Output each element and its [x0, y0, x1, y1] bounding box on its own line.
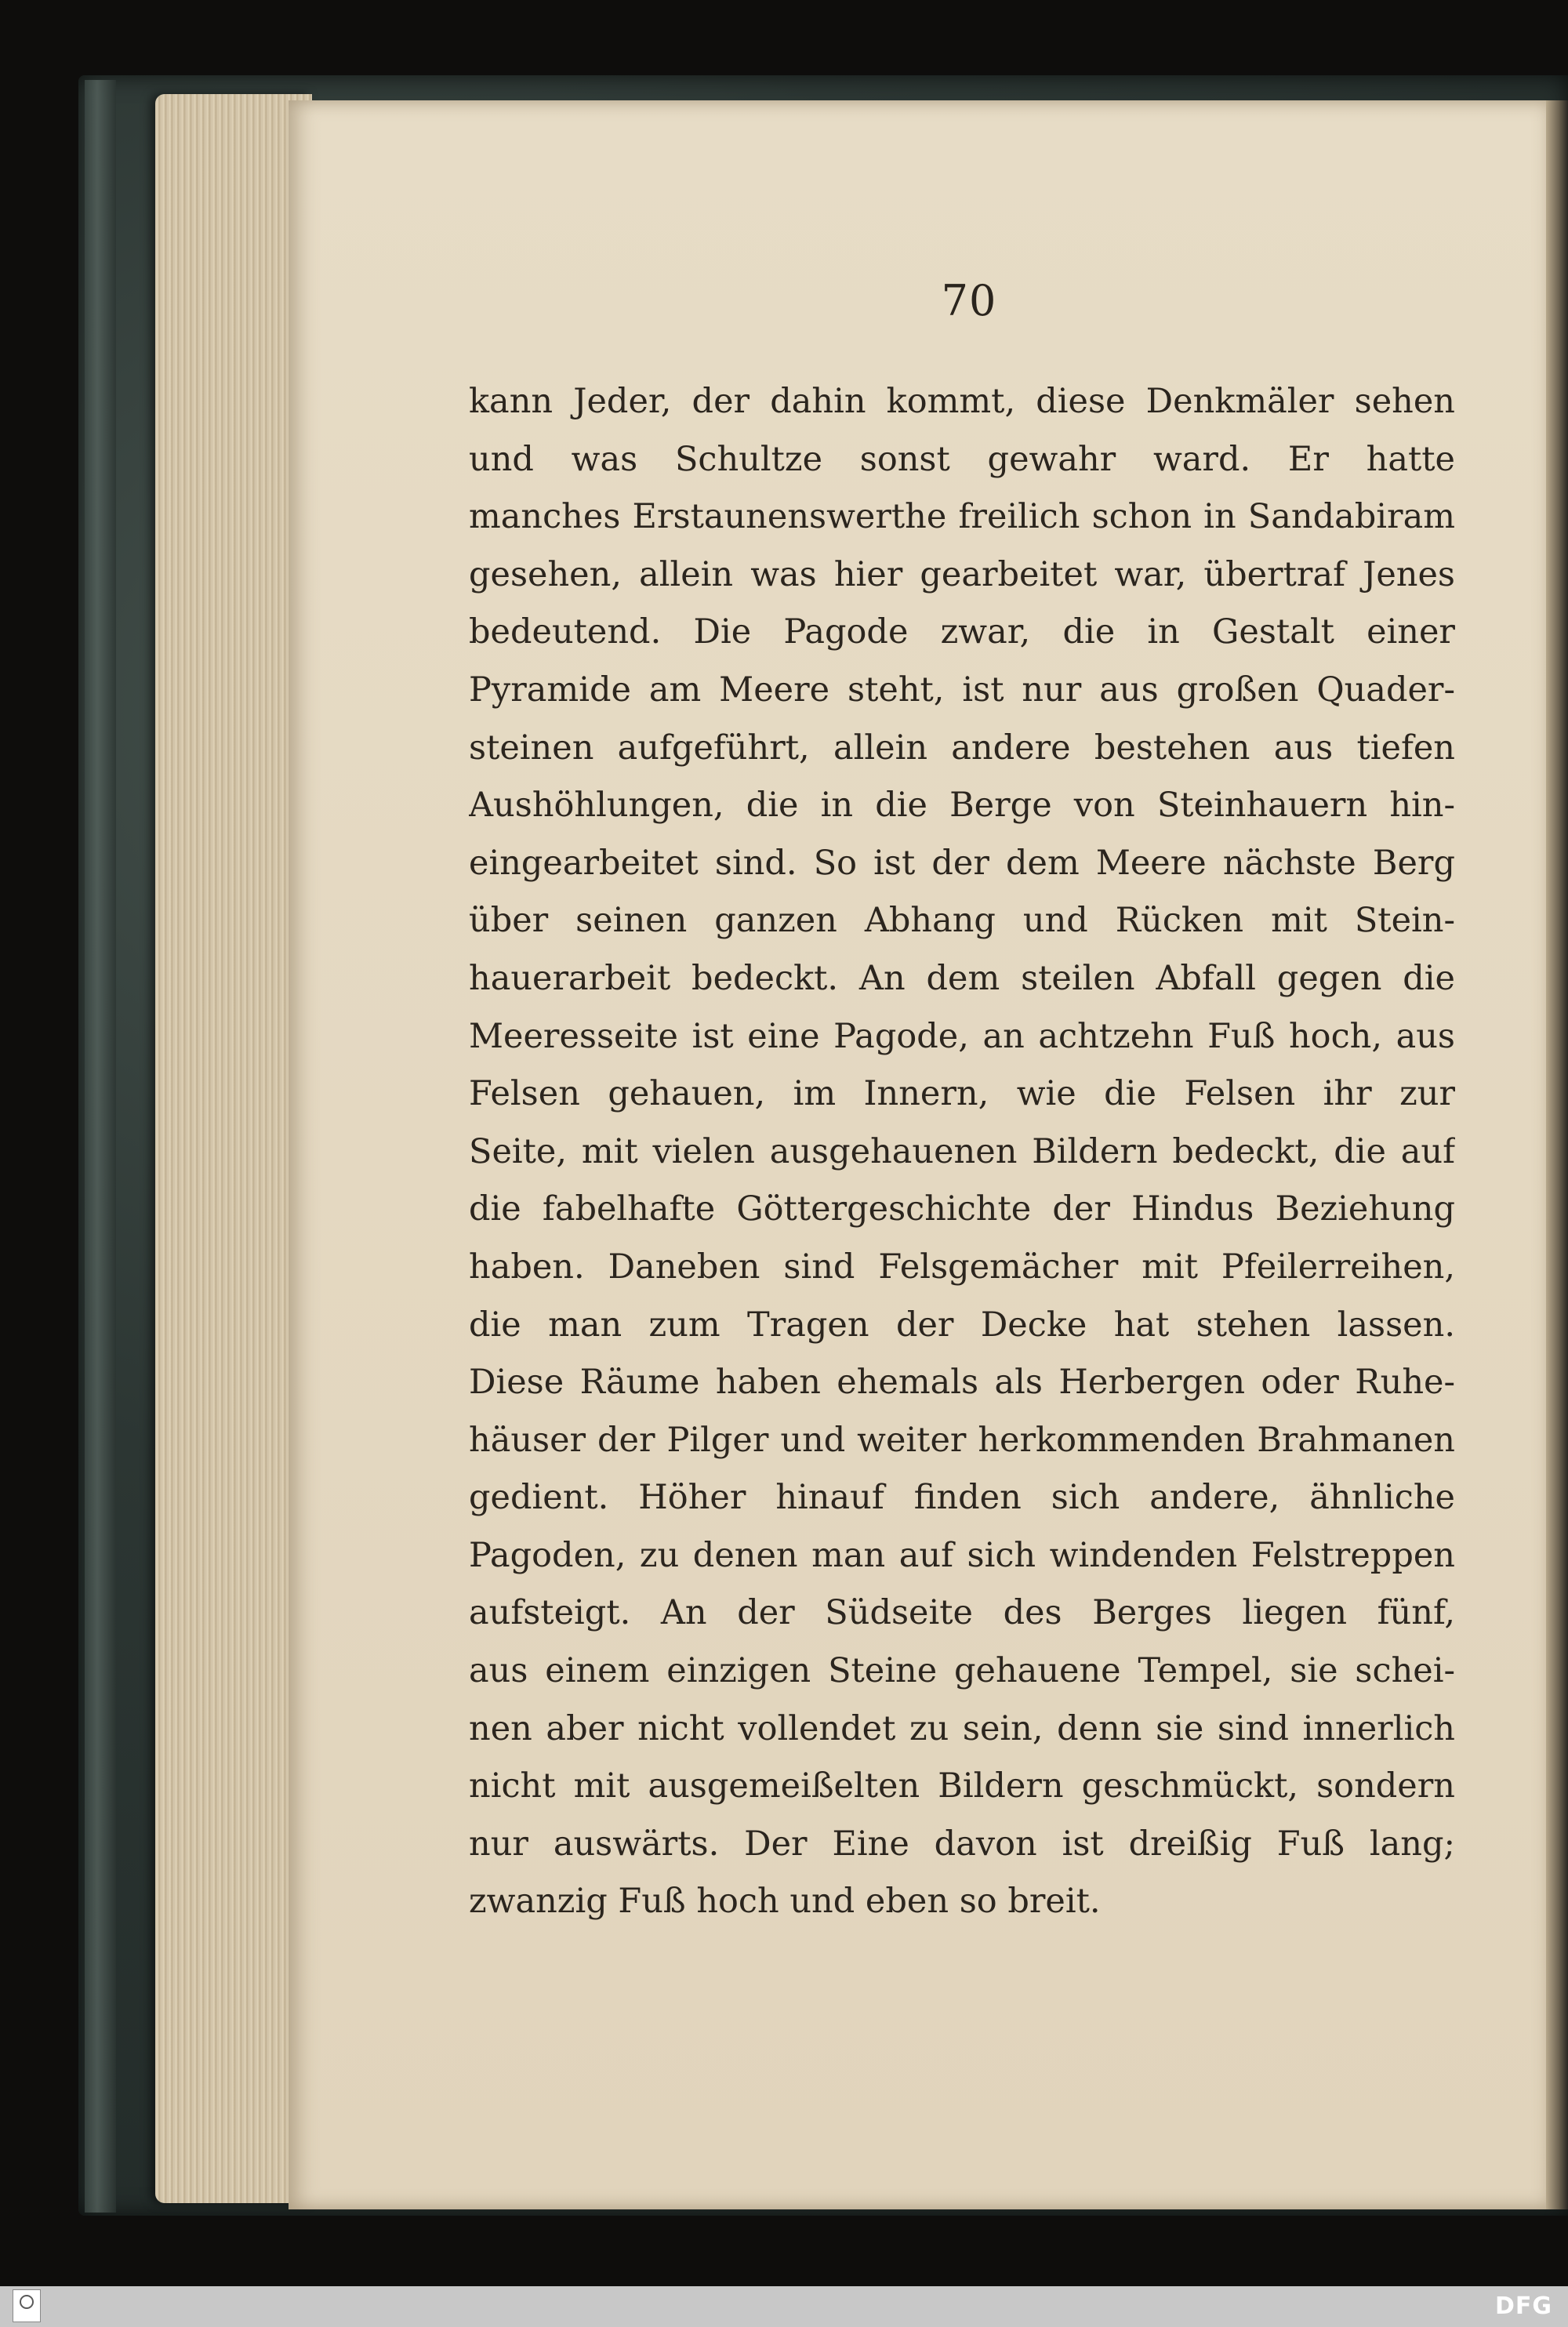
text-line: über seinen ganzen Abhang und Rücken mit Stein- — [469, 901, 1455, 941]
text-line: kann Jeder, der dahin kommt, diese Denkmäler sehen — [469, 382, 1455, 421]
text-line: haben. Daneben sind Felsgemächer mit Pfeilerreihen, — [469, 1247, 1455, 1287]
text-line: und was Schultze sonst gewahr ward. Er hatte — [469, 439, 1455, 479]
text-line: Pagoden, zu denen man auf sich windenden Felstreppen — [469, 1535, 1455, 1575]
text-line: häuser der Pilger und weiter herkommenden Brahmanen — [469, 1420, 1455, 1460]
text-line: eingearbeitet sind. So ist der dem Meere nächste Berg — [469, 843, 1455, 883]
text-line: gedient. Höher hinauf finden sich andere, ähnliche — [469, 1478, 1455, 1518]
page-text — [469, 373, 1455, 1931]
viewer-bottom-bar — [0, 2286, 1568, 2327]
text-line: aus einem einzigen Steine gehauene Tempel, sie schei- — [469, 1651, 1455, 1691]
text-line: die fabelhafte Göttergeschichte der Hindus Beziehung — [469, 1189, 1455, 1229]
text-line: Meeresseite ist eine Pagode, an achtzehn Fuß hoch, aus — [469, 1016, 1455, 1056]
dfg-logo: DFG — [1494, 2293, 1552, 2320]
page-number: 70 — [941, 276, 997, 325]
text-line: Felsen gehauen, im Innern, wie die Felsen ihr zur — [469, 1074, 1455, 1114]
cover-edge — [85, 80, 116, 2213]
text-line: Seite, mit vielen ausgehauenen Bildern bedeckt, die auf — [469, 1131, 1455, 1171]
text-line-last: zwanzig Fuß hoch und eben so breit. — [469, 1882, 1101, 1922]
text-line: die man zum Tragen der Decke hat stehen lassen. — [469, 1305, 1455, 1345]
page-gutter-shadow — [1546, 100, 1568, 2209]
text-line: bedeutend. Die Pagode zwar, die in Gestalt einer — [469, 612, 1455, 652]
text-line: hauerarbeit bedeckt. An dem steilen Abfall gegen die — [469, 958, 1455, 998]
text-line: nicht mit ausgemeißelten Bildern geschmückt, sondern — [469, 1766, 1455, 1806]
text-line: nur auswärts. Der Eine davon ist dreißig Fuß lang; — [469, 1824, 1455, 1864]
text-line: steinen aufgeführt, allein andere bestehen aus tiefen — [469, 728, 1455, 768]
text-line: manches Erstaunenswerthe freilich schon in Sandabiram — [469, 497, 1455, 537]
text-line: aufsteigt. An der Südseite des Berges liegen fünf, — [469, 1593, 1455, 1633]
library-logo-icon — [13, 2289, 41, 2322]
text-line: Pyramide am Meere steht, ist nur aus großen Quader- — [469, 670, 1455, 710]
text-line: Diese Räume haben ehemals als Herbergen oder Ruhe- — [469, 1363, 1455, 1403]
text-line: nen aber nicht vollendet zu sein, denn sie sind innerlich — [469, 1708, 1455, 1748]
text-line: Aushöhlungen, die in die Berge von Steinhauern hin- — [469, 786, 1455, 826]
text-line: gesehen, allein was hier gearbeitet war, übertraf Jenes — [469, 554, 1455, 594]
